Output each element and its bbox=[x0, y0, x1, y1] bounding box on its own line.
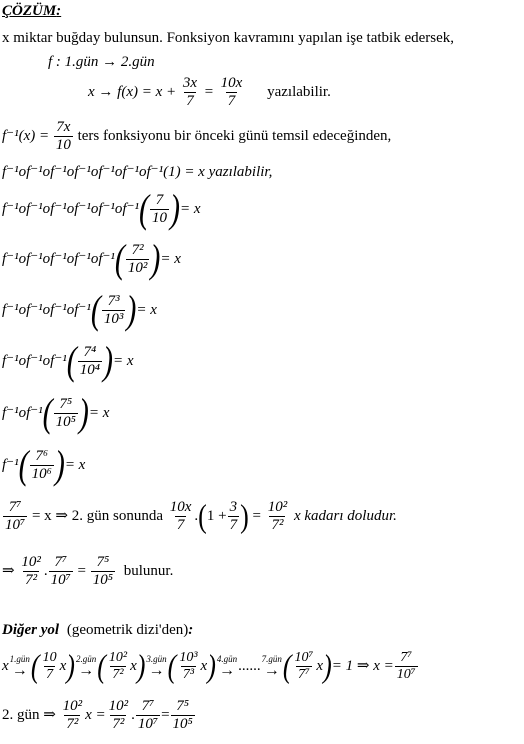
composition-line-6: f⁻¹of⁻¹( $\frac{\text{7⁵}}{\text{10⁵}}$ )= x bbox=[2, 390, 110, 436]
composition-line-3: f⁻¹of⁻¹of⁻¹of⁻¹of⁻¹( $\frac{\text{7²}}{\text{10²}}$ )= x bbox=[2, 236, 181, 282]
alternative-method-heading: Diğer yol (geometrik dizi'den): bbox=[2, 622, 194, 638]
composition-line-4: f⁻¹of⁻¹of⁻¹of⁻¹( $\frac{\text{7³}}{\text{10³}}$ )= x bbox=[2, 287, 157, 333]
equation-fx: x → f(x) = x + $\frac{3x}{7}$ = $\frac{10x}{7}$ yazılabilir. bbox=[88, 75, 331, 109]
inverse-function-line: f⁻¹(x) = $\frac{7x}{10}$ ters fonksiyonu bir önceki günü temsil edeceğinden, bbox=[2, 119, 392, 153]
second-day-alternative: 2. gün ⇒ $\frac{\text{10²}}{\text{7²}}$ x = $\frac{\text{10²}}{\text{7²}}$ . $\frac{\text{7⁷}}{\text{10⁷}}$ = $\frac{\text{7⁵}}{\text{10⁵}}$ bbox=[2, 698, 193, 732]
geometric-chain: x 1.gün → ( $\frac{10}{7}$ x) 2.gün → ( $\frac{\text{10²}}{\text{7²}}$ x) 3.gün → ( $\frac{\text{10³}}{\text{7³}}$ x) 4.gün → ...... 7.gün → ( $\frac{\text{10⁷}}{\text{7⁷}}$ x)= 1 ⇒ x = $\frac{\text{7⁷}}{\text{10⁷}}$ bbox=[2, 647, 416, 684]
composition-line-1: f⁻¹of⁻¹of⁻¹of⁻¹of⁻¹of⁻¹of⁻¹(1) = x yazılabilir, bbox=[2, 164, 273, 180]
composition-line-7: f⁻¹( $\frac{\text{7⁶}}{\text{10⁶}}$ )= x bbox=[2, 442, 86, 488]
final-result: ⇒ $\frac{\text{10²}}{\text{7²}}$ . $\frac{\text{7⁷}}{\text{10⁷}}$ = $\frac{\text{7⁵}}{\text{10⁵}}$ bulunur. bbox=[2, 554, 174, 588]
solution-title: ÇÖZÜM: bbox=[2, 3, 62, 19]
composition-line-2: f⁻¹of⁻¹of⁻¹of⁻¹of⁻¹of⁻¹( $\frac{7}{10}$ )= x bbox=[2, 186, 201, 232]
intro-text: x miktar buğday bulunsun. Fonksiyon kavramını yapılan işe tatbik edersek, bbox=[2, 30, 455, 46]
composition-line-5: f⁻¹of⁻¹of⁻¹( $\frac{\text{7⁴}}{\text{10⁴}}$ )= x bbox=[2, 338, 134, 384]
function-definition: f : 1.gün → 2.gün bbox=[48, 54, 155, 70]
second-day-result: $\frac{\text{7⁷}}{\text{10⁷}}$ = x ⇒ 2. gün sonunda $\frac{10x}{7}$ .(1 + $\frac{3}{7}$ ) = $\frac{\text{10²}}{\text{7²}}$ x kadarı doludur. bbox=[5, 497, 397, 534]
